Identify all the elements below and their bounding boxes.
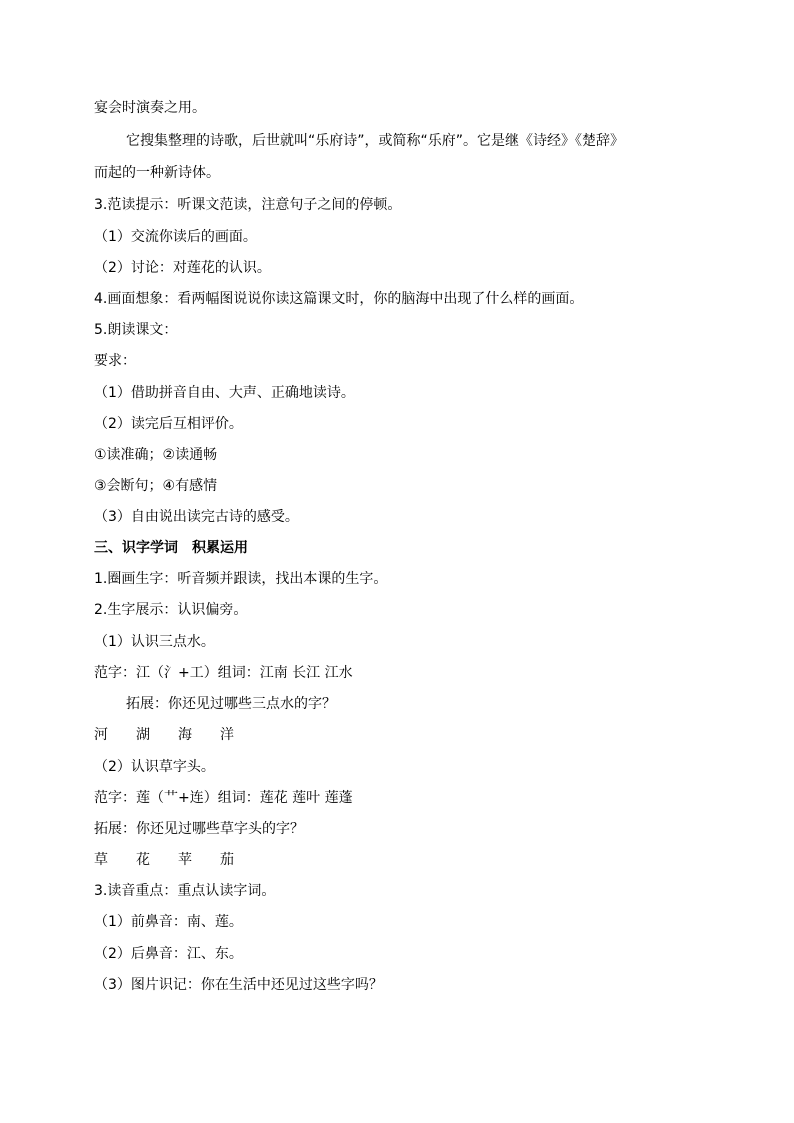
text-line: （2）读完后互相评价。 xyxy=(94,416,243,432)
text-line: 拓展：你还见过哪些草字头的字？ xyxy=(94,821,304,837)
text-line: 4.画面想象：看两幅图说说你读这篇课文时，你的脑海中出现了什么样的画面。 xyxy=(94,291,584,307)
text-line: 5.朗读课文： xyxy=(94,322,178,338)
text-line: 要求： xyxy=(94,353,136,369)
text-line: ③会断句；④有感情 xyxy=(94,478,218,494)
text-line: （1）认识三点水。 xyxy=(94,634,215,650)
text-line: 2.生字展示：认识偏旁。 xyxy=(94,602,248,618)
text-line: 范字：江（氵+工）组词：江南 长江 江水 xyxy=(94,665,353,681)
text-line: 而起的一种新诗体。 xyxy=(94,165,220,181)
text-line: 1.圈画生字：听音频并跟读，找出本课的生字。 xyxy=(94,571,388,587)
section-heading: 三、识字学词 积累运用 xyxy=(94,540,248,556)
text-line: 它搜集整理的诗歌，后世就叫“乐府诗”，或简称“乐府”。它是继《诗经》《楚辞》 xyxy=(126,133,625,149)
text-line: 草 花 苹 茄 xyxy=(94,852,234,868)
text-line: （1）前鼻音：南、莲。 xyxy=(94,914,243,930)
text-line: （1）借助拼音自由、大声、正确地读诗。 xyxy=(94,385,355,401)
text-line: （3）自由说出读完古诗的感受。 xyxy=(94,509,299,525)
text-line: （2）后鼻音：江、东。 xyxy=(94,946,243,962)
text-line: 拓展：你还见过哪些三点水的字？ xyxy=(126,696,336,712)
text-line: （3）图片识记：你在生活中还见过这些字吗？ xyxy=(94,977,383,993)
text-line: 河 湖 海 洋 xyxy=(94,727,234,743)
text-line: 3.范读提示：听课文范读，注意句子之间的停顿。 xyxy=(94,197,402,213)
text-line: 3.读音重点：重点认读字词。 xyxy=(94,883,276,899)
text-line: ①读准确；②读通畅 xyxy=(94,447,218,463)
text-line: （2）讨论：对莲花的认识。 xyxy=(94,260,271,276)
text-line: 宴会时演奏之用。 xyxy=(94,100,206,116)
text-line: （2）认识草字头。 xyxy=(94,759,215,775)
text-line: （1）交流你读后的画面。 xyxy=(94,229,257,245)
text-line: 范字：莲（艹+连）组词：莲花 莲叶 莲蓬 xyxy=(94,790,353,806)
